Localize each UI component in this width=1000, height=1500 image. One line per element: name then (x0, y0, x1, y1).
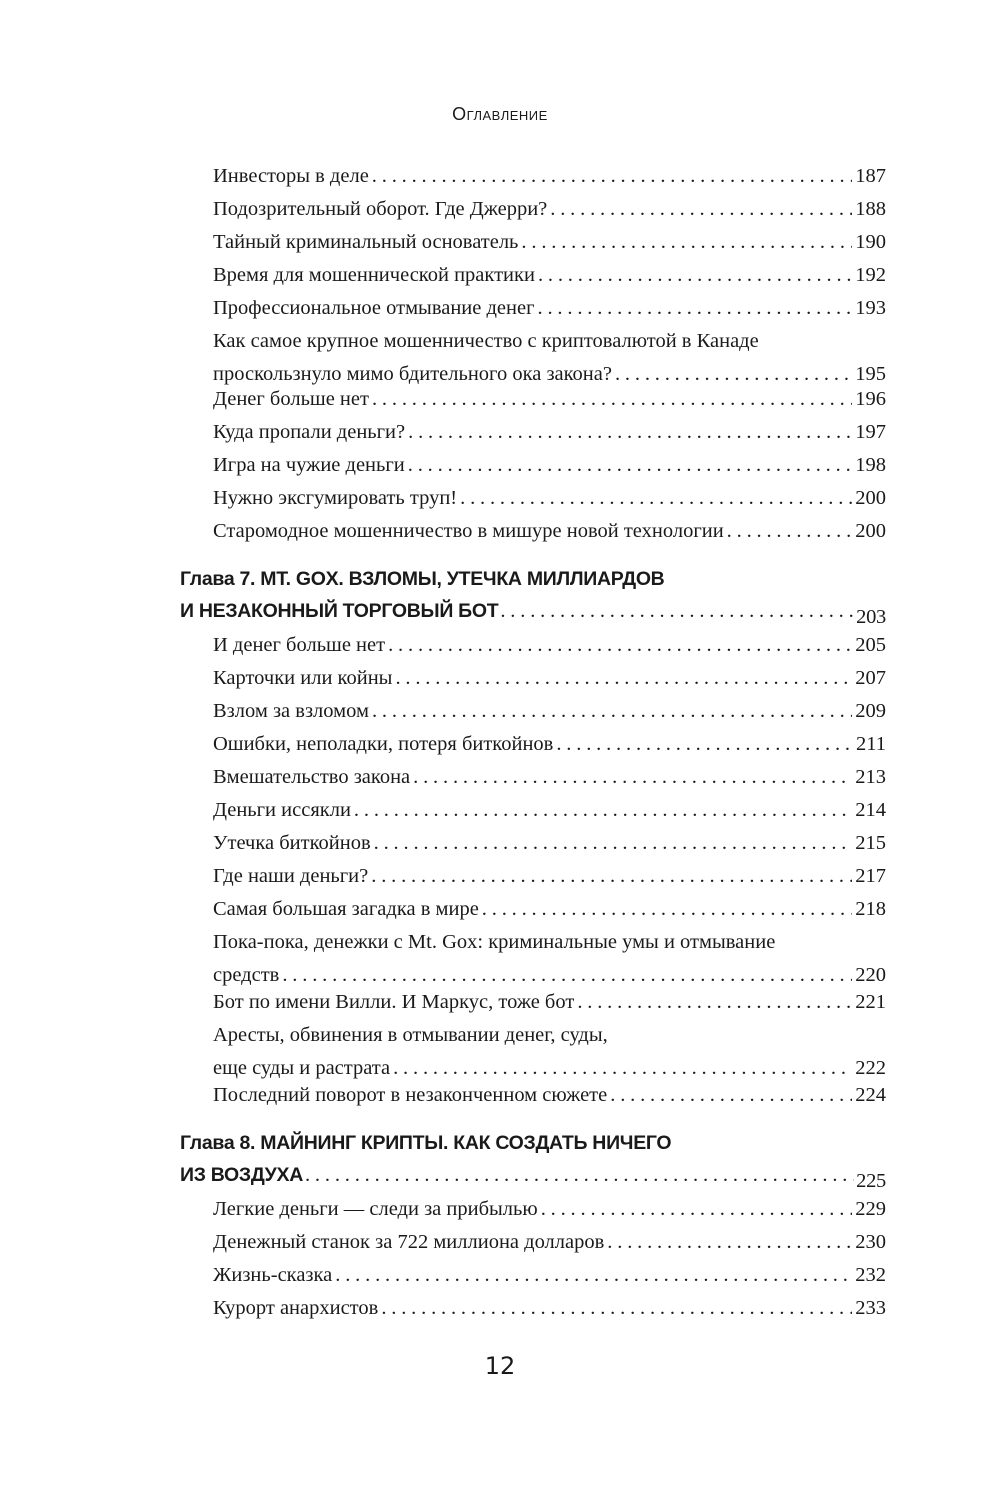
toc-entry-page: 207 (855, 667, 886, 689)
toc-entry-title: Старомодное мошенничество в мишуре новой технологии (213, 520, 724, 542)
dot-leader (372, 383, 852, 416)
toc-entry-title: Бот по имени Вилли. И Маркус, тоже бот (213, 991, 575, 1013)
dot-leader (354, 794, 852, 827)
toc-entry-title: Инвесторы в деле (213, 165, 369, 187)
dot-leader (388, 629, 852, 662)
dot-leader (413, 761, 852, 794)
toc-entry[interactable] (213, 1193, 886, 1226)
toc-entry[interactable] (213, 893, 886, 926)
toc-entry-page: 190 (855, 231, 886, 253)
toc-entry-page: 197 (855, 421, 886, 443)
toc-entry[interactable] (213, 515, 886, 548)
toc-entry-page: 205 (855, 634, 886, 656)
toc-entry-title: Утечка биткойнов (213, 832, 371, 854)
toc-entry-page: 221 (855, 991, 886, 1013)
toc-entry-title: Игра на чужие деньги (213, 454, 405, 476)
toc-entry-page: 192 (855, 264, 886, 286)
dot-leader (305, 1159, 854, 1191)
toc-entry[interactable] (213, 695, 886, 728)
toc-entry[interactable] (213, 449, 886, 482)
toc-entry-title: Деньги иссякли (213, 799, 351, 821)
toc-entry[interactable] (213, 926, 886, 992)
toc-entry-title: Ошибки, неполадки, потеря биткойнов (213, 733, 554, 755)
toc-entry[interactable] (213, 160, 886, 193)
toc-entry-page: 214 (855, 799, 886, 821)
toc-entry-title: еще суды и растрата (213, 1057, 391, 1079)
dot-leader (538, 259, 852, 292)
dot-leader (408, 416, 852, 449)
toc-entry[interactable] (213, 325, 886, 391)
toc-entry-title: Тайный криминальный основатель (213, 231, 519, 253)
toc-entry[interactable] (213, 416, 886, 449)
dot-leader (408, 449, 852, 482)
toc-entry-page: 224 (855, 1084, 886, 1106)
toc-entry-page: 198 (855, 454, 886, 476)
dot-leader (521, 226, 852, 259)
toc-entry-page: 229 (855, 1198, 886, 1220)
toc-entry-title: Денежный станок за 722 миллиона долларов (213, 1231, 605, 1253)
toc-entry-page: 232 (855, 1264, 886, 1286)
dot-leader (381, 1292, 852, 1325)
dot-leader (538, 292, 853, 325)
dot-leader (541, 1193, 853, 1226)
toc-entry-page: 188 (855, 198, 886, 220)
dot-leader (371, 860, 852, 893)
running-head: Оглавление (452, 104, 548, 124)
toc-entry-title: И денег больше нет (213, 634, 386, 656)
toc-entry-title: Куда пропали деньги? (213, 421, 406, 443)
toc-entry[interactable] (213, 860, 886, 893)
toc-entry-page: 218 (855, 898, 886, 920)
toc-entry-title: Нужно эксгумировать труп! (213, 487, 458, 509)
toc-entry-page: 196 (855, 388, 886, 410)
chapter-title-line1: Глава 8. МАЙНИНГ КРИПТЫ. КАК СОЗДАТЬ НИЧЕГО (180, 1132, 672, 1154)
dot-leader (577, 986, 852, 1019)
toc-entry-page: 209 (855, 700, 886, 722)
toc-entry-title-line1: Аресты, обвинения в отмывании денег, суды, (213, 1024, 608, 1046)
toc-entry[interactable] (213, 482, 886, 515)
toc-entry[interactable] (213, 1226, 886, 1259)
dot-leader (607, 1226, 852, 1259)
toc-entry-page: 211 (856, 733, 886, 755)
toc-entry[interactable] (213, 1019, 886, 1085)
dot-leader (482, 893, 852, 926)
toc-entry-page: 220 (855, 964, 886, 986)
dot-leader (374, 827, 853, 860)
toc-entry-title: Где наши деньги? (213, 865, 369, 887)
toc-entry[interactable] (213, 629, 886, 662)
toc-entry-page: 195 (855, 363, 886, 385)
toc-entry-title: Легкие деньги — следи за прибылью (213, 1198, 538, 1220)
toc-entry[interactable] (213, 292, 886, 325)
toc-entry[interactable] (213, 259, 886, 292)
dot-leader (460, 482, 852, 515)
toc-entry[interactable] (213, 1079, 886, 1112)
toc-entry-title: Жизнь-сказка (213, 1264, 333, 1286)
toc-entry-title-line1: Как самое крупное мошенничество с криптовалютой в Канаде (213, 330, 759, 352)
toc-entry-title: Взлом за взломом (213, 700, 369, 722)
toc-entry-title: Подозрительный оборот. Где Джерри? (213, 198, 548, 220)
dot-leader (550, 193, 852, 226)
toc-entry-title: проскользнуло мимо бдительного ока закона? (213, 363, 612, 385)
toc-entry-title: Время для мошеннической практики (213, 264, 535, 286)
chapter-8-heading[interactable] (180, 1127, 886, 1191)
dot-leader (372, 160, 852, 193)
toc-entry[interactable] (213, 827, 886, 860)
toc-entry-page: 200 (855, 520, 886, 542)
toc-entry-page: 222 (855, 1057, 886, 1079)
toc-entry[interactable] (213, 193, 886, 226)
toc-entry-title: средств (213, 964, 280, 986)
toc-entry-page: 200 (855, 487, 886, 509)
dot-leader (500, 595, 854, 627)
toc-entry-title: Самая большая загадка в мире (213, 898, 479, 920)
toc-entry-page: 215 (855, 832, 886, 854)
dot-leader (556, 728, 853, 761)
toc-entry-title: Карточки или койны (213, 667, 393, 689)
toc-entry-page: 233 (855, 1297, 886, 1319)
toc-entry-page: 213 (855, 766, 886, 788)
toc-entry-title: Денег больше нет (213, 388, 369, 410)
toc-entry-page: 217 (855, 865, 886, 887)
toc-entry[interactable] (213, 662, 886, 695)
toc-entry[interactable] (213, 226, 886, 259)
dot-leader (372, 695, 852, 728)
toc-entry-title: Курорт анархистов (213, 1297, 379, 1319)
toc-entry[interactable] (213, 728, 886, 761)
page-number: 12 (484, 1352, 516, 1380)
toc-entry-title: Вмешательство закона (213, 766, 411, 788)
toc-entry[interactable] (213, 986, 886, 1019)
toc-entry[interactable] (213, 761, 886, 794)
toc-entry-title-line1: Пока-пока, денежки с Mt. Gox: криминальные умы и отмывание (213, 931, 776, 953)
toc-entry[interactable] (213, 794, 886, 827)
toc-entry-page: 230 (855, 1231, 886, 1253)
toc-entry-page: 193 (855, 297, 886, 319)
chapter-title-line2: И НЕЗАКОННЫЙ ТОРГОВЫЙ БОТ (180, 600, 499, 622)
dot-leader (727, 515, 853, 548)
chapter-title-line2: ИЗ ВОЗДУХА (180, 1164, 303, 1186)
chapter-page: 225 (856, 1170, 886, 1192)
chapter-7-heading[interactable] (180, 563, 886, 627)
dot-leader (610, 1079, 852, 1112)
toc-entry[interactable] (213, 383, 886, 416)
chapter-title-line1: Глава 7. MT. GOX. ВЗЛОМЫ, УТЕЧКА МИЛЛИАРДОВ (180, 568, 665, 590)
toc-entry-title: Профессиональное отмывание денег (213, 297, 535, 319)
dot-leader (395, 662, 852, 695)
chapter-page: 203 (856, 606, 886, 628)
dot-leader (335, 1259, 852, 1292)
toc-entry-page: 187 (855, 165, 886, 187)
toc-entry[interactable] (213, 1292, 886, 1325)
toc-entry-title: Последний поворот в незаконченном сюжете (213, 1084, 608, 1106)
toc-entry[interactable] (213, 1259, 886, 1292)
